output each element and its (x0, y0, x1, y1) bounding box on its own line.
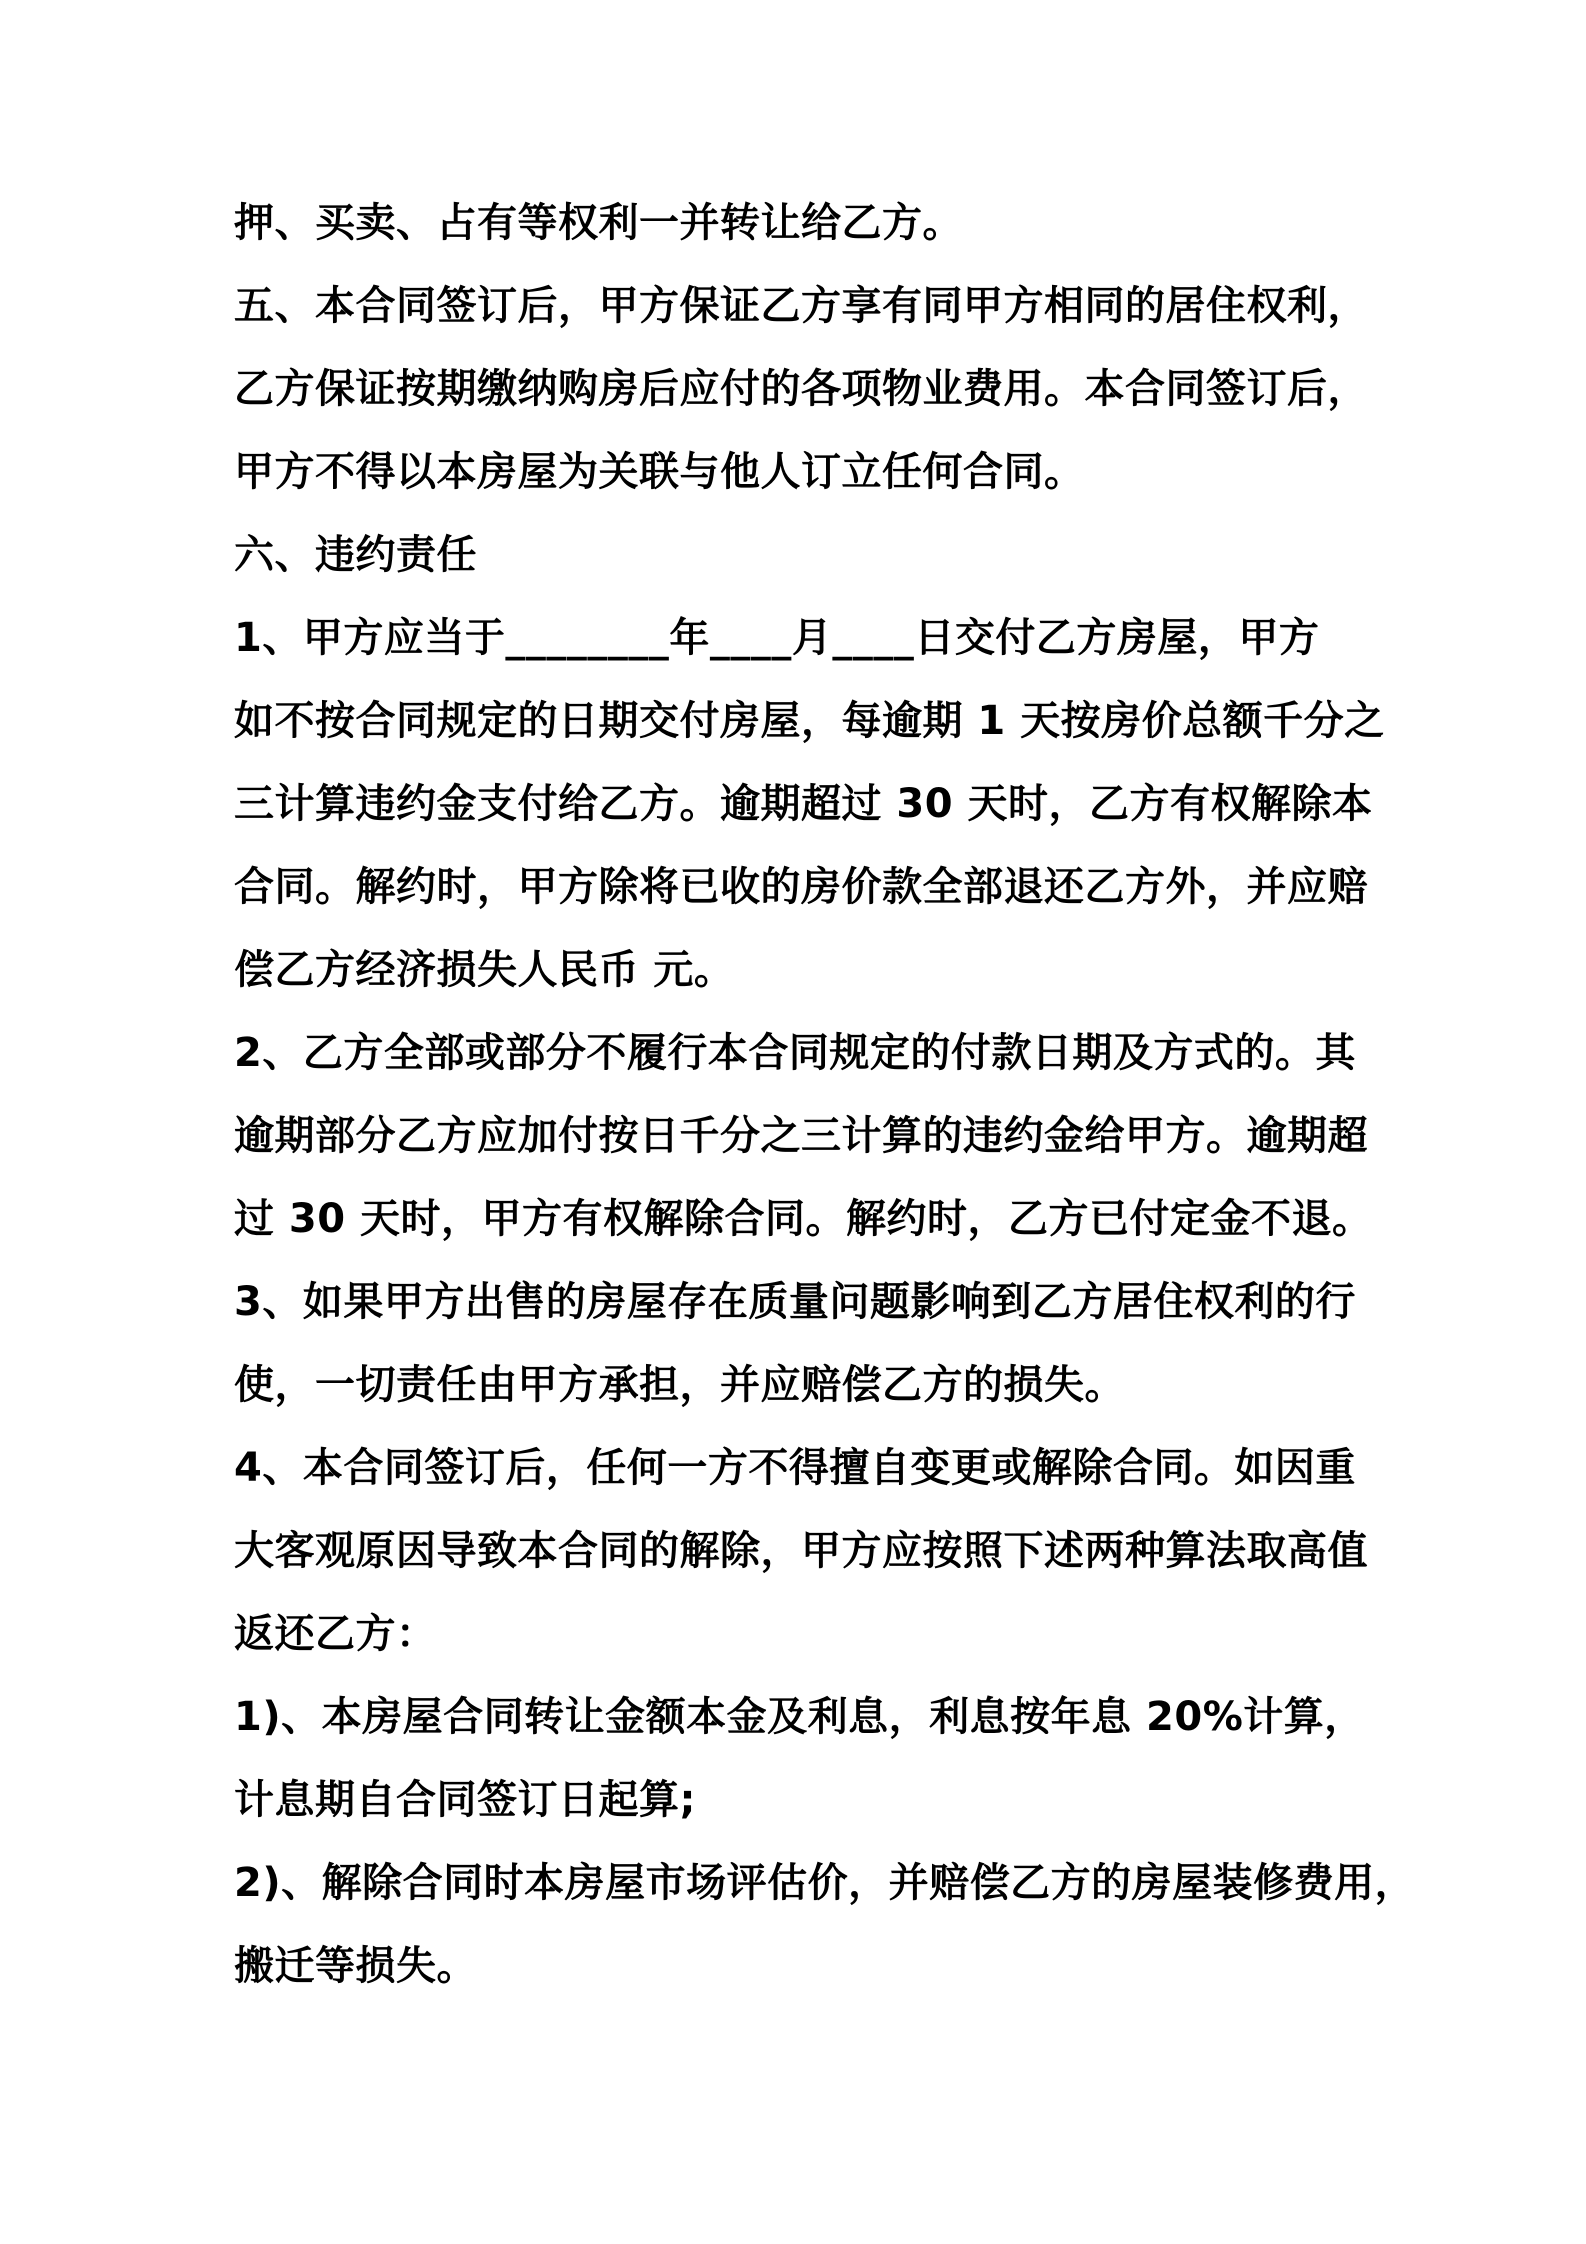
text-line: 押、买卖、占有等权利一并转让给乙方。 (234, 200, 963, 246)
text-line: 3、如果甲方出售的房屋存在质量问题影响到乙方居住权利的行 (234, 1279, 1356, 1325)
text-line: 2)、解除合同时本房屋市场评估价，并赔偿乙方的房屋装修费用， (234, 1860, 1416, 1906)
text-line: 合同。解约时，甲方除将已收的房价款全部退还乙方外，并应赔 (234, 864, 1368, 910)
text-line: 2、乙方全部或部分不履行本合同规定的付款日期及方式的。其 (234, 1030, 1356, 1076)
text-line: 搬迁等损失。 (234, 1943, 477, 1989)
text-line: 1)、本房屋合同转让金额本金及利息，利息按年息 20%计算， (234, 1694, 1365, 1740)
text-line: 1、甲方应当于________年____月____日交付乙方房屋，甲方 (234, 615, 1320, 661)
text-line: 逾期部分乙方应加付按日千分之三计算的违约金给甲方。逾期超 (234, 1113, 1368, 1159)
text-line: 甲方不得以本房屋为关联与他人订立任何合同。 (234, 449, 1085, 495)
text-line: 偿乙方经济损失人民币 元。 (234, 947, 735, 993)
text-line: 乙方保证按期缴纳购房后应付的各项物业费用。本合同签订后， (234, 366, 1368, 412)
text-line: 过 30 天时，甲方有权解除合同。解约时，乙方已付定金不退。 (234, 1196, 1373, 1242)
text-line: 五、本合同签订后，甲方保证乙方享有同甲方相同的居住权利， (234, 283, 1368, 329)
text-line: 使，一切责任由甲方承担，并应赔偿乙方的损失。 (234, 1362, 1125, 1408)
text-line: 计息期自合同签订日起算; (234, 1777, 696, 1823)
text-line: 三计算违约金支付给乙方。逾期超过 30 天时，乙方有权解除本 (234, 781, 1373, 827)
text-line: 六、违约责任 (234, 532, 477, 578)
text-line: 如不按合同规定的日期交付房屋，每逾期 1 天按房价总额千分之 (234, 698, 1385, 744)
text-line: 大客观原因导致本合同的解除，甲方应按照下述两种算法取高值 (234, 1528, 1368, 1574)
text-line: 4、本合同签订后，任何一方不得擅自变更或解除合同。如因重 (234, 1445, 1356, 1491)
text-line: 返还乙方： (234, 1611, 437, 1657)
contract-text-block (234, 182, 1424, 2008)
